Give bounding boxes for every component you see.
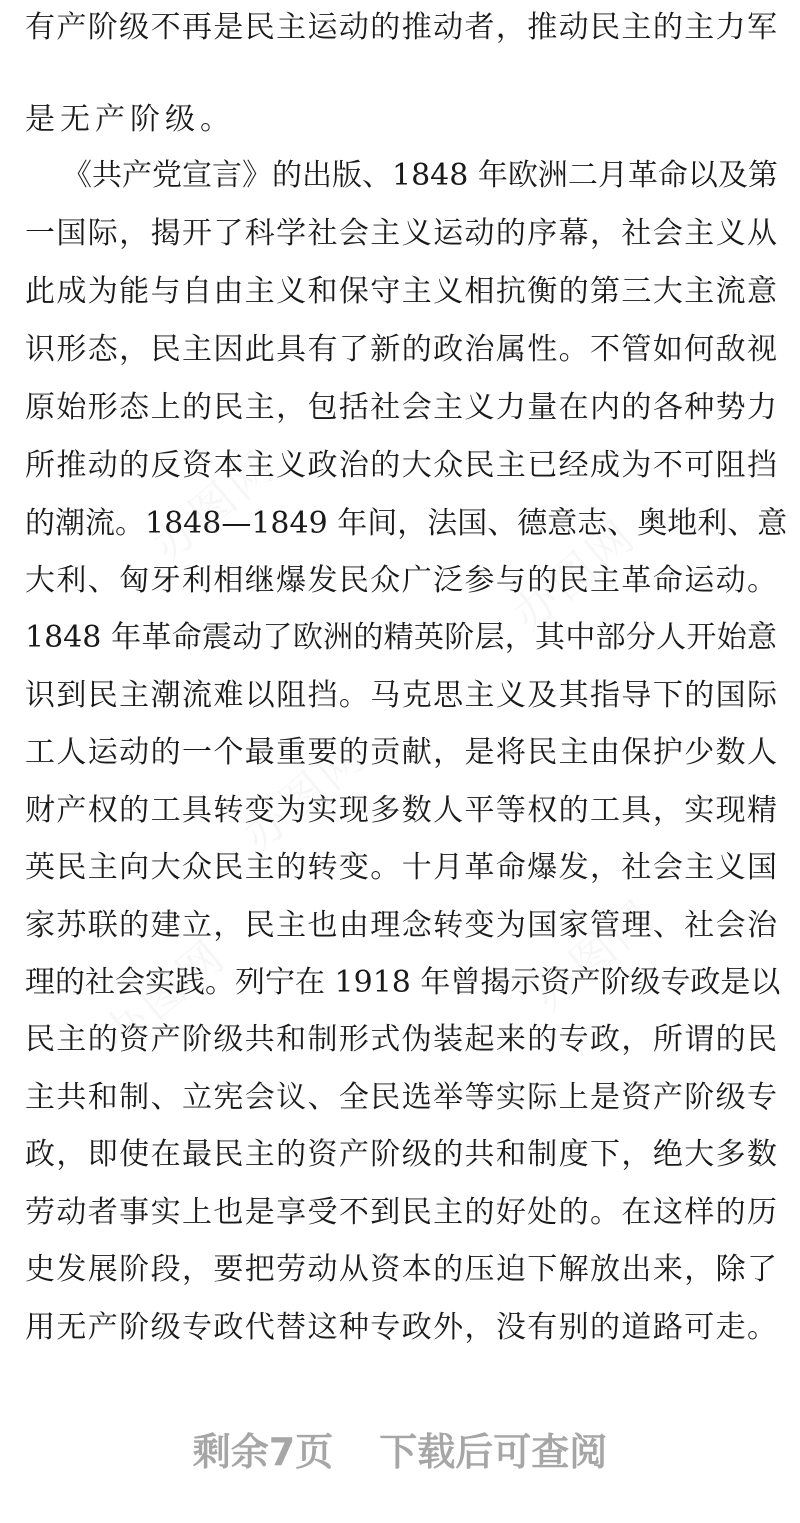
- text-line: 原始形态上的民主，包括社会主义力量在内的各种势力: [25, 390, 777, 425]
- text-line: 主共和制、立宪会议、全民选举等实际上是资产阶级专: [25, 1080, 777, 1115]
- text-line: 政，即使在最民主的资产阶级的共和制度下，绝大多数: [25, 1137, 777, 1172]
- text-line: 一国际，揭开了科学社会主义运动的序幕，社会主义从: [25, 216, 777, 251]
- text-line: 此成为能与自由主义和保守主义相抗衡的第三大主流意: [25, 274, 777, 309]
- text-line: 理的社会实践。列宁在 1918 年曾揭示资产阶级专政是以: [25, 965, 781, 1000]
- text-line: 用无产阶级专政代替这种专政外，没有别的道路可走。: [25, 1310, 777, 1345]
- text-line: 所推动的反资本主义政治的大众民主已经成为不可阻挡: [25, 448, 777, 483]
- text-line: 《共产党宣言》的出版、1848 年欧洲二月革命以及第: [62, 158, 778, 193]
- text-line: 民主的资产阶级共和制形式伪装起来的专政，所谓的民: [25, 1022, 777, 1057]
- text-line: 有产阶级不再是民主运动的推动者，推动民主的主力军: [25, 10, 777, 45]
- text-line: 大利、匈牙利相继爆发民众广泛参与的民主革命运动。: [25, 563, 777, 598]
- download-prompt[interactable]: [0, 1418, 800, 1478]
- text-line: 家苏联的建立，民主也由理念转变为国家管理、社会治: [25, 908, 777, 943]
- text-line: 的潮流。1848—1849 年间，法国、德意志、奥地利、意: [25, 506, 788, 541]
- download-hint-label[interactable]: 下载后可查阅: [379, 1429, 608, 1474]
- text-line: 劳动者事实上也是享受不到民主的好处的。在这样的历: [25, 1195, 777, 1230]
- text-line: 识形态，民主因此具有了新的政治属性。不管如何敌视: [25, 332, 777, 367]
- text-line: 识到民主潮流难以阻挡。马克思主义及其指导下的国际: [25, 678, 777, 713]
- text-line: 史发展阶段，要把劳动从资本的压迫下解放出来，除了: [25, 1252, 777, 1287]
- text-line: 是无产阶级。: [25, 102, 235, 137]
- text-line: 1848 年革命震动了欧洲的精英阶层，其中部分人开始意: [25, 620, 777, 655]
- text-line: 工人运动的一个最重要的贡献，是将民主由保护少数人: [25, 735, 777, 770]
- text-line: 英民主向大众民主的转变。十月革命爆发，社会主义国: [25, 850, 777, 885]
- remaining-pages-label[interactable]: 剩余7页: [192, 1429, 334, 1474]
- text-line: 财产权的工具转变为实现多数人平等权的工具，实现精: [25, 793, 777, 828]
